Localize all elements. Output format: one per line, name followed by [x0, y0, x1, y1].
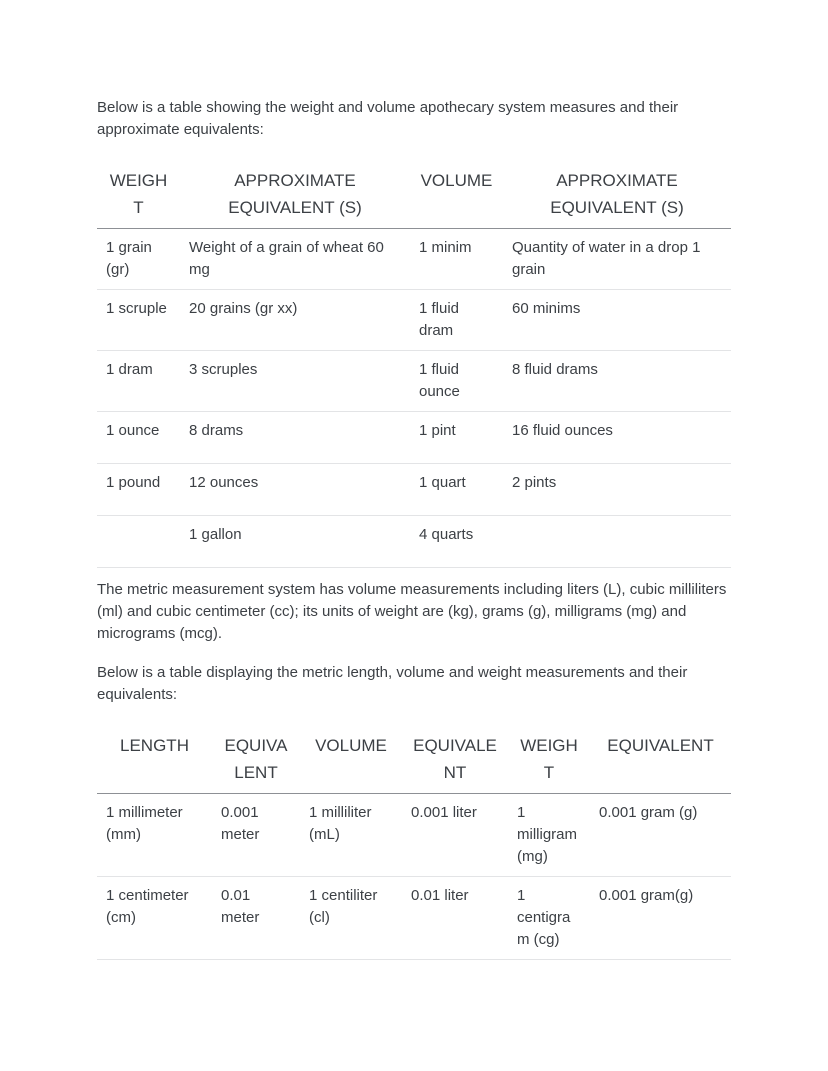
paragraph-metric-system: The metric measurement system has volume measurements including liters (L), cubic milliliters (ml) and cubic centimeter (cc); its units of weight are (kg), grams (g), milligrams (mg) and micrograms (mcg).: [97, 581, 727, 642]
column-header-volume-equivalent: APPROXIMATE EQUIVALENT (S): [503, 165, 731, 229]
table-cell: Quantity of water in a drop 1 grain: [503, 229, 731, 290]
table-cell: [503, 516, 731, 568]
table-cell: 1 gallon: [180, 516, 410, 568]
table-cell: 0.001 gram(g): [590, 877, 731, 960]
table-cell: 1 grain (gr): [97, 229, 180, 290]
table-cell: 16 fluid ounces: [503, 412, 731, 464]
table-cell: 3 scruples: [180, 351, 410, 412]
table-cell: 2 pints: [503, 464, 731, 516]
table-cell: 20 grains (gr xx): [180, 290, 410, 351]
table-cell: 0.001 gram (g): [590, 794, 731, 877]
table-cell: 8 fluid drams: [503, 351, 731, 412]
table-row: [97, 794, 731, 877]
table-cell: 60 minims: [503, 290, 731, 351]
table-cell: 1 scruple: [97, 290, 180, 351]
column-header-volume: VOLUME: [410, 165, 503, 229]
column-header-weight: WEIGHT: [508, 730, 590, 794]
apothecary-table: [97, 165, 731, 568]
table-cell: 1 millimeter (mm): [97, 794, 212, 877]
table-cell: 1 fluid dram: [410, 290, 503, 351]
table-row: [97, 516, 731, 568]
column-header-weight-equivalent: EQUIVALENT: [590, 730, 731, 794]
table-cell: 1 dram: [97, 351, 180, 412]
table-row: [97, 351, 731, 412]
table-row: [97, 229, 731, 290]
table-cell: 1 minim: [410, 229, 503, 290]
table-cell: 0.001 liter: [402, 794, 508, 877]
metric-header-row: [97, 730, 731, 794]
column-header-volume: VOLUME: [300, 730, 402, 794]
table-cell: 0.01 liter: [402, 877, 508, 960]
metric-table: [97, 730, 731, 960]
table-row: [97, 464, 731, 516]
paragraph-apothecary-intro: Below is a table showing the weight and volume apothecary system measures and their approximate equivalents:: [97, 99, 679, 138]
column-header-weight: WEIGHT: [97, 165, 180, 229]
table-cell: 1 milliliter (mL): [300, 794, 402, 877]
column-header-weight-equivalent: APPROXIMATE EQUIVALENT (S): [180, 165, 410, 229]
table-row: [97, 412, 731, 464]
table-cell: 12 ounces: [180, 464, 410, 516]
apothecary-header-row: [97, 165, 731, 229]
paragraph-metric-intro: Below is a table displaying the metric length, volume and weight measurements and their equivalents:: [97, 664, 688, 703]
table-cell: 1 quart: [410, 464, 503, 516]
table-cell: 0.001 meter: [212, 794, 300, 877]
table-cell: 1 pint: [410, 412, 503, 464]
table-cell: Weight of a grain of wheat 60 mg: [180, 229, 410, 290]
table-row: [97, 290, 731, 351]
column-header-volume-equivalent: EQUIVALENT: [402, 730, 508, 794]
table-cell: 1 centiliter (cl): [300, 877, 402, 960]
table-cell: 4 quarts: [410, 516, 503, 568]
table-cell: 8 drams: [180, 412, 410, 464]
table-cell: 1 centimeter (cm): [97, 877, 212, 960]
column-header-length-equivalent: EQUIVALENT: [212, 730, 300, 794]
table-cell: 1 pound: [97, 464, 180, 516]
table-cell: 1 centigram (cg): [508, 877, 590, 960]
table-cell: 1 ounce: [97, 412, 180, 464]
table-cell: 0.01 meter: [212, 877, 300, 960]
table-row: [97, 877, 731, 960]
table-cell: 1 fluid ounce: [410, 351, 503, 412]
column-header-length: LENGTH: [97, 730, 212, 794]
table-cell: [97, 516, 180, 568]
table-cell: 1 milligram (mg): [508, 794, 590, 877]
